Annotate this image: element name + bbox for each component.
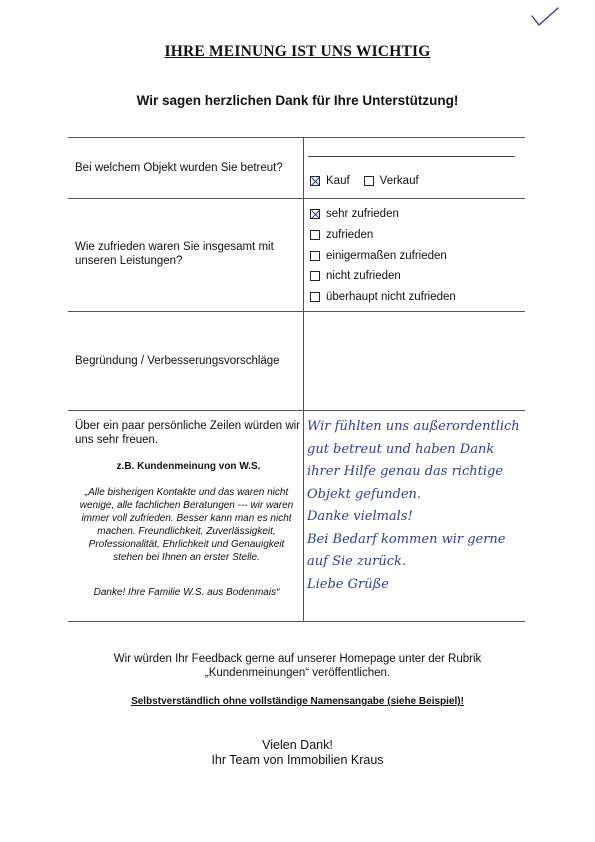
footer-line-2: „Kundenmeinungen“ veröffentlichen. — [204, 667, 391, 679]
checkbox-zufrieden[interactable] — [310, 230, 320, 240]
example-thanks: Danke! Ihre Familie W.S. aus Bodenmais“ — [93, 587, 280, 598]
page-title: IHRE MEINUNG IST UNS WICHTIG — [164, 43, 431, 60]
handwritten-line: auf Sie zurück. — [307, 554, 407, 569]
option-label: zufrieden — [326, 229, 374, 241]
table-rule — [68, 198, 525, 199]
option-sehr-zufrieden[interactable] — [310, 207, 399, 221]
checkbox-ueberhaupt-nicht-zufrieden[interactable] — [310, 292, 320, 302]
option-label: einigermaßen zufrieden — [326, 250, 447, 262]
handwritten-line: Danke vielmals! — [307, 509, 413, 524]
option-zufrieden[interactable] — [310, 228, 373, 242]
handwritten-line: Wir fühlten uns außerordentlich — [307, 419, 520, 434]
handwritten-line: Liebe Grüße — [307, 576, 389, 592]
example-heading: z.B. Kundenmeinung von W.S. — [116, 461, 261, 472]
handwritten-line: gut betreut und haben Dank — [307, 441, 495, 457]
table-rule — [68, 621, 525, 622]
question-personal: Über ein paar persönliche Zeilen würden wir uns sehr freuen. — [75, 420, 301, 446]
page-subtitle: Wir sagen herzlichen Dank für Ihre Unterstützung! — [136, 93, 459, 108]
footer-note: Selbstverständlich ohne vollständige Namensangabe (siehe Beispiel)! — [131, 696, 464, 707]
footer-signature: Ihr Team von Immobilien Kraus — [211, 753, 384, 767]
footer-signoff — [0, 738, 595, 768]
example-quote: „Alle bisherigen Kontakte und das waren nicht wenige, alle fachlichen Beratungen --- wir waren immer voll zufrieden. Besser kann man es nicht machen. Freundlichkeit, Zuverlässigkeit, Professionalität, Ehrlichkeit und Genauigkeit stehen bei Ihnen an erster Stelle. — [79, 487, 294, 563]
checkbox-sehr-zufrieden[interactable] — [310, 209, 320, 219]
object-answer-line — [308, 156, 515, 157]
checkbox-einigermassen-zufrieden[interactable] — [310, 251, 320, 261]
handwritten-line: Objekt gefunden. — [307, 486, 422, 502]
checkbox-verkauf[interactable] — [364, 176, 374, 186]
table-rule — [68, 137, 525, 138]
check-icon — [530, 6, 560, 28]
option-nicht-zufrieden[interactable] — [310, 269, 401, 283]
option-label: überhaupt nicht zufrieden — [326, 291, 456, 303]
footer-line-1: Wir würden Ihr Feedback gerne auf unserer Homepage unter der Rubrik — [113, 653, 482, 665]
option-label: nicht zufrieden — [326, 270, 401, 282]
option-kauf[interactable] — [310, 174, 419, 188]
option-label: Kauf — [326, 175, 350, 187]
question-reason: Begründung / Verbesserungsvorschläge — [75, 355, 280, 367]
checkbox-kauf[interactable] — [310, 176, 320, 186]
option-ueberhaupt-nicht-zufrieden[interactable] — [310, 290, 456, 304]
footer-feedback-text — [0, 652, 595, 680]
option-label: Verkauf — [379, 175, 419, 187]
footer-thanks: Vielen Dank! — [262, 738, 333, 752]
question-satisfaction: Wie zufrieden waren Sie insgesamt mit unseren Leistungen? — [75, 241, 274, 267]
checkbox-nicht-zufrieden[interactable] — [310, 271, 320, 281]
handwritten-answer — [307, 416, 557, 596]
handwritten-line: ihrer Hilfe genau das richtige — [307, 464, 504, 479]
table-column-divider — [303, 137, 304, 621]
question-object: Bei welchem Objekt wurden Sie betreut? — [75, 162, 283, 174]
table-rule — [68, 410, 525, 411]
option-label: sehr zufrieden — [326, 208, 399, 220]
option-einigermassen-zufrieden[interactable] — [310, 249, 447, 263]
table-rule — [68, 311, 525, 312]
handwritten-line: Bei Bedarf kommen wir gerne — [307, 531, 506, 547]
